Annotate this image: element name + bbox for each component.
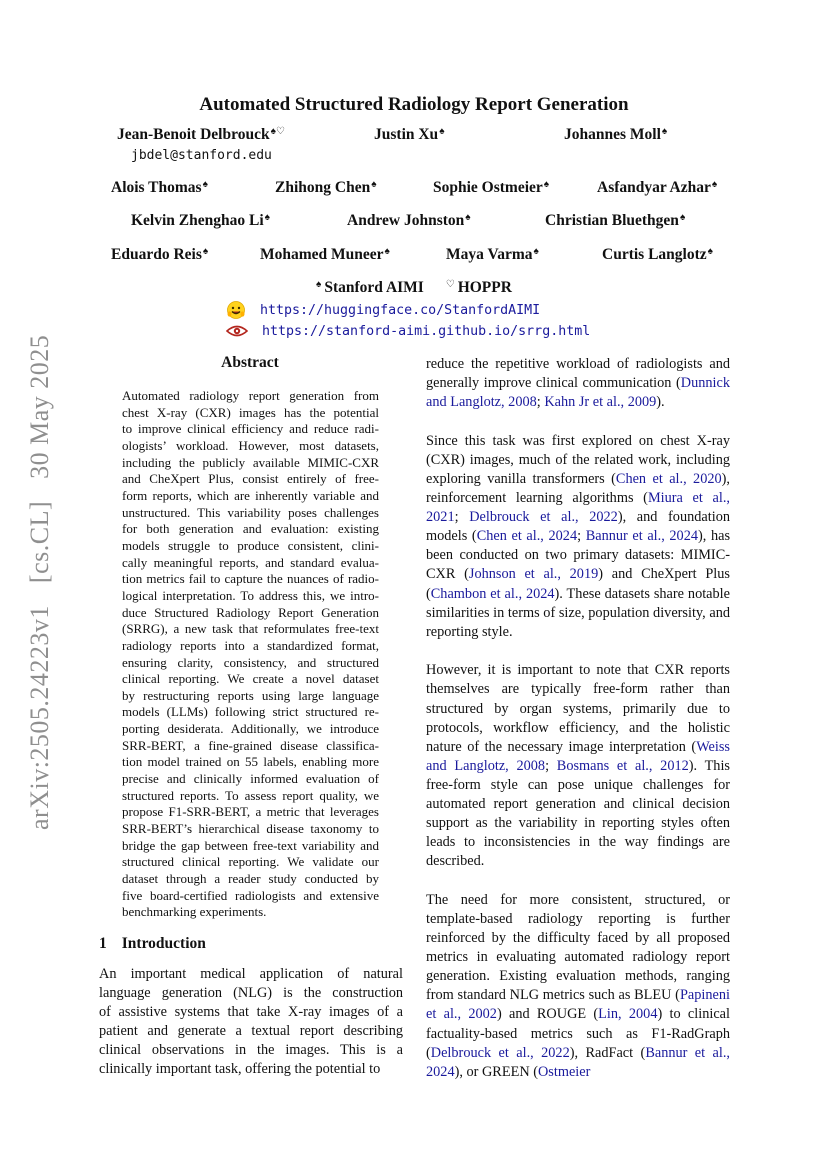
text-run: ), RadFact ( <box>569 1044 646 1061</box>
text-line: unstructured. This variability poses challenges <box>122 504 379 520</box>
author-thomas <box>111 179 208 197</box>
intro-left-column <box>99 965 403 1080</box>
text-line: ensuring clarity, consistency, and structured <box>122 654 379 670</box>
website-link-row <box>226 321 590 341</box>
arxiv-stamp <box>22 334 58 830</box>
affiliation-name: HOPPR <box>457 279 512 296</box>
author-name: Justin Xu <box>374 126 439 143</box>
text-line: porting desiderata. Additionally, we introduce <box>122 721 379 737</box>
author-li <box>131 212 270 230</box>
text-run: ; <box>577 528 586 545</box>
author-marks: ♠ <box>707 246 713 257</box>
text-line: for both generation and evaluation: existing <box>122 521 379 537</box>
citation-link[interactable]: Chen et al., 2024 <box>476 528 578 545</box>
text-run: ; <box>545 757 557 774</box>
text-line: logical interpretation. To address this, we intro- <box>122 587 379 603</box>
section-title: Introduction <box>121 935 206 952</box>
text-line: of assistive systems that take X-ray images of a <box>99 1004 403 1021</box>
author-johnston <box>347 212 471 230</box>
affiliations <box>0 279 828 297</box>
text-line: SRR-BERT’s hierarchical disease taxonomy to <box>122 821 379 837</box>
paper-title: Automated Structured Radiology Report Generation <box>199 94 629 115</box>
author-marks: ♠ <box>202 179 208 190</box>
author-marks: ♠ <box>533 246 539 257</box>
text-line: tion model trained on 55 labels, enabling more <box>122 754 379 770</box>
text-line: radiology reports into a standardized format, <box>122 637 379 653</box>
text-line: clinically important task, offering the potential to <box>99 1061 381 1078</box>
author-name: Johannes Moll <box>564 126 661 143</box>
arxiv-id: arXiv:2505.24223v1 <box>25 605 54 830</box>
citation-link[interactable]: Lin, 2004 <box>598 1006 658 1023</box>
author-name: Asfandyar Azhar <box>597 179 711 196</box>
author-marks: ♠ <box>264 212 270 223</box>
citation-link[interactable]: Delbrouck et al., 2022 <box>430 1044 570 1061</box>
affiliation-mark: ♡ <box>445 279 455 290</box>
author-delbrouck <box>117 126 285 144</box>
text-line: propose F1-SRR-BERT, a metric that leverages <box>122 804 379 820</box>
author-chen <box>275 179 377 197</box>
arxiv-category: [cs.CL] <box>25 500 54 584</box>
author-name: Jean-Benoit Delbrouck <box>117 126 270 143</box>
huggingface-link-row <box>226 300 540 320</box>
right-column <box>426 355 730 1101</box>
text-run: ), and foundation models ( <box>426 509 730 545</box>
text-run: The need for more consistent, structured, or template-based radiology reporting is further reinforced by the difficulty faced by all proposed metrics in evaluating automated radiology report generation. Existing evaluation methods, ranging from standard NLG metrics such as BLEU ( <box>426 891 730 1004</box>
author-marks: ♠ <box>439 126 445 137</box>
text-line: and CheXpert Plus, consist entirely of free- <box>122 471 379 487</box>
author-ostmeier <box>433 179 549 197</box>
paragraph-2 <box>426 432 730 642</box>
text-line: patient and generate a textual report describing <box>99 1023 403 1040</box>
text-run: reduce the repetitive workload of radiologists and generally improve clinical communication ( <box>426 356 730 392</box>
author-name: Christian Bluethgen <box>545 212 679 229</box>
text-run: However, it is important to note that CXR reports themselves are typically free-form rather than structured by organ systems, primarily due to protocols, workflow efficiency, and the holistic nature of the necessary image interpretation ( <box>426 662 730 755</box>
citation-link[interactable]: Kahn Jr et al., 2009 <box>544 394 657 411</box>
text-line: language generation (NLG) is the construction <box>99 985 403 1002</box>
author-marks: ♠ <box>679 212 686 223</box>
author-muneer <box>260 246 390 264</box>
paragraph-1 <box>426 355 730 412</box>
citation-link[interactable]: Delbrouck et al., 2022 <box>469 509 618 526</box>
author-marks: ♠ <box>661 126 668 137</box>
author-name: Maya Varma <box>446 246 533 263</box>
affiliation-hoppr <box>446 279 512 296</box>
citation-link[interactable]: Johnson et al., 2019 <box>468 566 599 583</box>
text-run: ; <box>454 509 470 526</box>
author-langlotz <box>602 246 713 264</box>
text-run: ), or GREEN ( <box>454 1063 538 1080</box>
text-line: dataset through a reader study conducted by <box>122 871 379 887</box>
paragraph-3 <box>426 661 730 871</box>
text-run: ), reinforcement learning algorithms ( <box>426 470 730 507</box>
huggingface-link[interactable]: https://huggingface.co/StanfordAIMI <box>260 302 541 318</box>
author-marks: ♠ <box>371 179 377 190</box>
text-line: by restructuring reports using large language <box>122 687 379 703</box>
text-run: ), has been conducted on two primary datasets: MIMIC-CXR ( <box>426 528 731 583</box>
citation-link[interactable]: Bosmans et al., 2012 <box>556 757 689 774</box>
text-line: An important medical application of natural <box>99 966 403 982</box>
text-line: models (LLMs) following strict structured re- <box>122 704 379 720</box>
text-line: including the publicly available MIMIC-CXR <box>122 454 379 470</box>
paragraph-4 <box>426 891 730 1082</box>
author-name: Andrew Johnston <box>347 212 465 229</box>
text-run: ) to clinical factuality-based metrics such as F1-RadGraph ( <box>426 1006 730 1061</box>
text-line: bridge the gap between free-text variability and <box>122 837 379 853</box>
affiliation-mark: ♠ <box>316 279 322 290</box>
citation-link[interactable]: Chen et al., 2020 <box>615 470 722 487</box>
text-line: ologists’ workload. However, most datasets, <box>122 437 379 453</box>
text-line: structured reports. To assess report quality, we <box>122 787 379 803</box>
text-line: benchmarking experiments. <box>122 904 267 920</box>
author-varma <box>446 246 539 264</box>
citation-link[interactable]: Ostmeier <box>537 1063 591 1080</box>
text-line: Automated radiology report generation from <box>122 388 379 403</box>
author-reis <box>111 246 208 264</box>
text-run: ). This free-form style can pose unique challenges for automated report generation and clinical decision support as the variability in reporting styles often leads to inconsistencies in the way findings are described. <box>426 757 730 870</box>
text-line: clinical observations in the images. This is a <box>99 1042 403 1059</box>
text-run: ). <box>656 394 665 411</box>
text-run: Since this task was first explored on chest X-ray (CXR) images, much of the related work, including exploring vanilla transformers ( <box>426 432 730 487</box>
text-run: ). These datasets share notable similarities in terms of size, population diversity, and reporting style. <box>426 585 730 640</box>
affiliation-stanford <box>316 279 424 296</box>
citation-link[interactable]: Dunnick and Langlotz, 2008 <box>426 375 730 411</box>
text-line: five board-certified radiologists and extensive <box>122 887 379 903</box>
abstract-body <box>122 388 379 921</box>
author-name: Eduardo Reis <box>111 246 202 263</box>
text-line: precise and clinically informed evaluation of <box>122 771 379 787</box>
text-line: cally meaningful reports, and standard evalua- <box>122 554 379 570</box>
text-line: (SRRG), a new task that reformulates free-text <box>122 621 379 637</box>
author-marks: ♠ <box>711 179 718 190</box>
text-line: tion metrics fail to capture the nuances of radio- <box>122 571 379 587</box>
citation-link[interactable]: Bannur et al., 2024 <box>426 1044 731 1080</box>
author-name: Sophie Ostmeier <box>433 179 543 196</box>
section-number: 1 <box>99 935 107 952</box>
text-line: chest X-ray (CXR) images has the potential <box>122 404 379 420</box>
author-marks: ♠♡ <box>270 126 285 137</box>
text-line: duce Structured Radiology Report Generation <box>122 604 379 620</box>
section-heading-introduction <box>99 935 206 953</box>
text-line: models struggle to produce consistent, clini- <box>122 537 379 553</box>
huggingface-icon <box>226 300 246 320</box>
text-line: form reports, which are inherently variable and <box>122 487 379 503</box>
text-run: ; <box>536 394 545 411</box>
website-link[interactable]: https://stanford-aimi.github.io/srrg.html <box>262 323 591 339</box>
author-email: jbdel@stanford.edu <box>131 148 272 163</box>
citation-link[interactable]: Bannur et al., 2024 <box>585 528 698 545</box>
citation-link[interactable]: Miura et al., 2021 <box>426 490 730 526</box>
citation-link[interactable]: Weiss and Langlotz, 2008 <box>426 738 730 774</box>
text-line: structured clinical reporting. We validate our <box>122 854 379 870</box>
text-line: to improve clinical efficiency and reduce radi- <box>122 421 379 437</box>
citation-link[interactable]: Chambon et al., 2024 <box>430 585 555 602</box>
author-bluethgen <box>545 212 685 230</box>
citation-link[interactable]: Papineni et al., 2002 <box>426 987 730 1023</box>
author-name: Mohamed Muneer <box>260 246 384 263</box>
website-icon <box>226 323 248 339</box>
text-line: SRR-BERT, a fine-grained disease classifica- <box>122 737 379 753</box>
arxiv-date: 30 May 2025 <box>25 334 54 479</box>
author-name: Kelvin Zhenghao Li <box>131 212 264 229</box>
text-run: ) and ROUGE ( <box>496 1006 599 1023</box>
author-marks: ♠ <box>384 246 390 257</box>
author-moll <box>564 126 667 144</box>
affiliation-name: Stanford AIMI <box>324 279 424 296</box>
author-name: Alois Thomas <box>111 179 202 196</box>
author-azhar <box>597 179 717 197</box>
author-marks: ♠ <box>202 246 209 257</box>
abstract-heading: Abstract <box>221 354 279 371</box>
text-line: clinical reporting. We create a novel dataset <box>122 671 379 687</box>
author-name: Curtis Langlotz <box>602 246 707 263</box>
author-marks: ♠ <box>465 212 471 223</box>
author-xu <box>374 126 445 144</box>
text-run: ) and CheXpert Plus ( <box>426 566 730 602</box>
author-name: Zhihong Chen <box>275 179 371 196</box>
author-marks: ♠ <box>543 179 550 190</box>
